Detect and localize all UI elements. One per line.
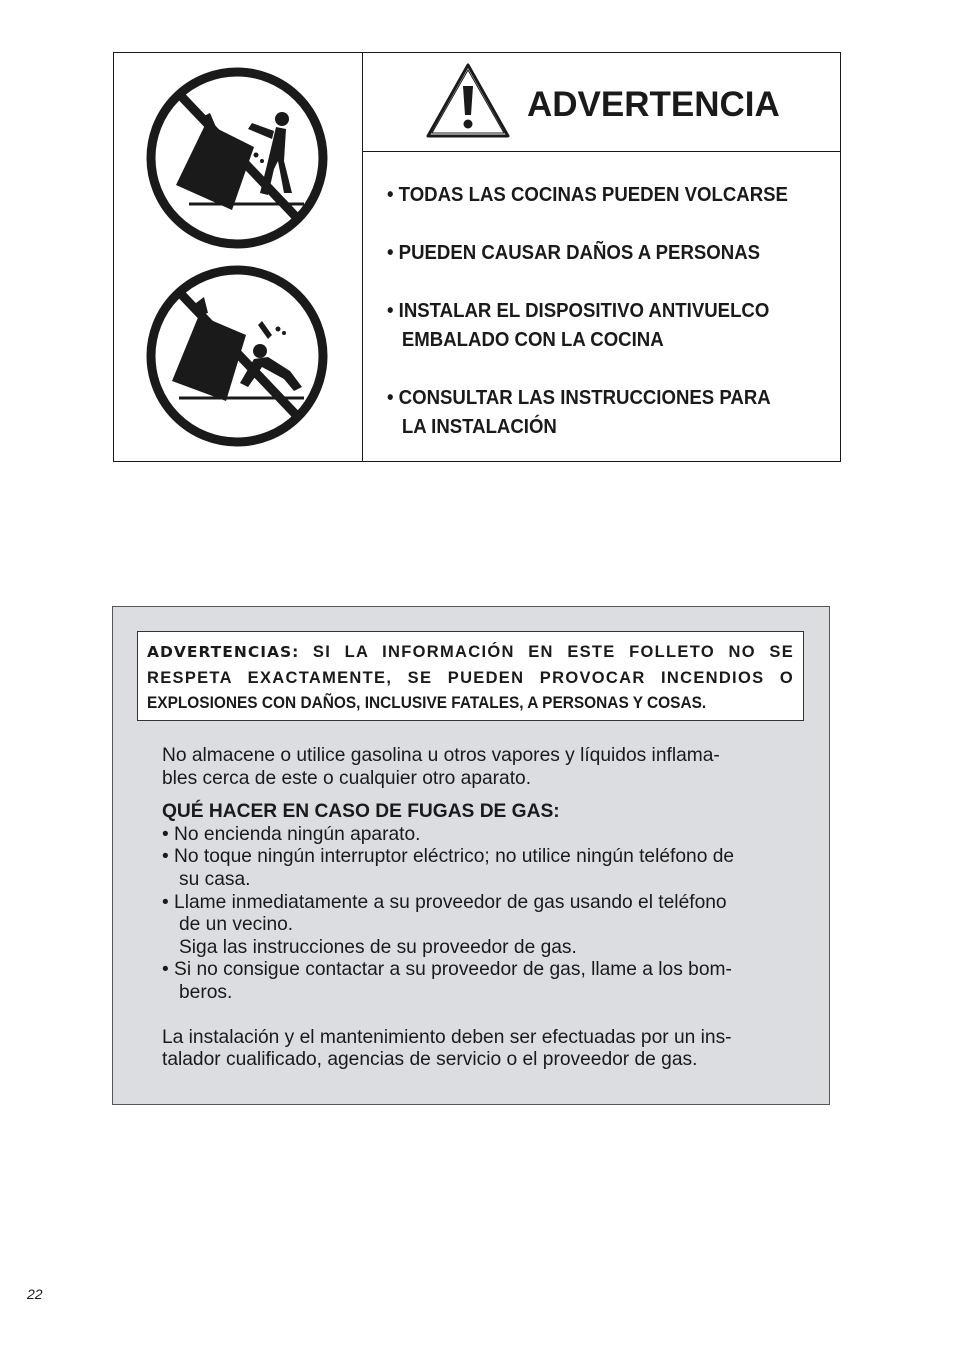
alert-body: SI LA INFORMACIÓN EN ESTE FOLLETO NO SE RESPETA EXACTAMENTE, SE PUEDEN PROVOCAR INCENDIOS O [147, 643, 795, 687]
warning-item: • TODAS LAS COCINAS PUEDEN VOLCARSE [387, 184, 788, 206]
flammables-notice: No almacene o utilice gasolina u otros vapores y líquidos inflama- bles cerca de este o cualquier otro aparato. [162, 745, 720, 789]
alert-text [147, 640, 794, 691]
list-item: • No encienda ningún aparato. [162, 823, 421, 845]
alert-lead: ADVERTENCIAS: [147, 643, 300, 661]
warning-text-column [363, 53, 840, 461]
warning-triangle-icon [425, 62, 511, 140]
gas-safety-box [112, 606, 830, 1105]
fire-explosion-alert [137, 631, 804, 721]
list-item: • Si no consigue contactar a su proveedor de gas, llame a los bom- beros. [162, 959, 732, 1003]
pictogram-column [114, 53, 363, 461]
list-item: • Llame inmediatamente a su proveedor de gas usando el teléfono de un vecino. Siga las instrucciones de su proveedor de gas. [162, 891, 727, 958]
warning-title: ADVERTENCIA [527, 85, 780, 124]
list-item: • No toque ningún interruptor eléctrico; no utilice ningún teléfono de su casa. [162, 846, 735, 890]
gas-leak-steps [162, 824, 812, 1005]
warning-item: • INSTALAR EL DISPOSITIVO ANTIVUELCO EMBALADO CON LA COCINA [387, 300, 770, 351]
warning-panel [113, 52, 841, 462]
warning-item: • CONSULTAR LAS INSTRUCCIONES PARA LA INSTALACIÓN [387, 387, 771, 438]
warning-list [387, 181, 827, 471]
no-tipping-fallen-person-pictogram [144, 263, 330, 449]
installation-notice: La instalación y el mantenimiento deben ser efectuadas por un ins- talador cualificado, agencias de servicio o el proveedor de gas. [162, 1026, 732, 1071]
warning-item: • PUEDEN CAUSAR DAÑOS A PERSONAS [387, 242, 761, 264]
warning-header [363, 53, 840, 152]
gas-leak-heading: QUÉ HACER EN CASO DE FUGAS DE GAS: [162, 801, 560, 823]
gas-instructions [162, 745, 812, 1072]
page-number: 22 [27, 1286, 43, 1302]
alert-last-line: EXPLOSIONES CON DAÑOS, INCLUSIVE FATALES, A PERSONAS Y COSAS. [147, 694, 707, 712]
no-tipping-pictogram [144, 65, 330, 251]
